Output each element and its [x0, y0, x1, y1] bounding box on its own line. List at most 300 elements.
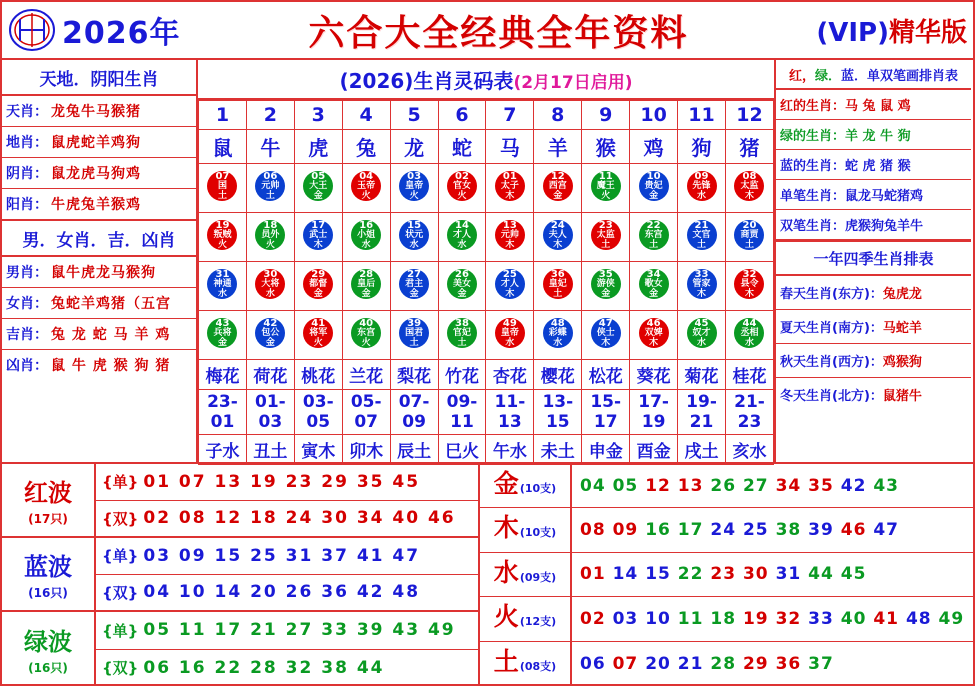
ball-number: 12: [550, 170, 565, 182]
zodiac-ball[interactable]: [207, 318, 237, 348]
ball-title: 员外: [261, 229, 280, 240]
zodiac-ball-cell[interactable]: [342, 262, 390, 311]
wave-odd-nums: 01 07 13 19 23 29 35 45: [143, 471, 421, 492]
ball-element: 土: [744, 239, 754, 250]
ball-number: 04: [359, 170, 374, 182]
element-number: 37: [808, 653, 834, 674]
element-row: [480, 553, 973, 597]
zodiac-ball[interactable]: [687, 220, 717, 250]
element-name: 土: [493, 646, 519, 676]
element-number: 28: [710, 653, 737, 674]
zodiac-ball-cell[interactable]: [246, 164, 294, 213]
element-row: [480, 464, 973, 508]
zodiac-row: [199, 435, 774, 465]
element-number: 15: [645, 564, 671, 585]
wave-count: (16只): [28, 661, 68, 675]
ball-number: 08: [742, 170, 757, 182]
zodiac-number: 6: [438, 101, 486, 130]
zodiac-ball-cell[interactable]: [390, 164, 438, 213]
element-number: 24: [710, 520, 737, 541]
ball-title: 皇帝: [500, 327, 519, 338]
zodiac-ball-cell[interactable]: [534, 311, 582, 360]
zodiac-ball[interactable]: [303, 318, 333, 348]
wave-even-line: [96, 575, 478, 611]
zodiac-name: 蛇: [438, 130, 486, 164]
zodiac-ball[interactable]: [255, 269, 285, 299]
zodiac-ball[interactable]: [734, 318, 764, 348]
zodiac-ball-cell[interactable]: [678, 213, 726, 262]
ball-element: 水: [697, 337, 707, 348]
left-row-value: 龙兔牛马猴猪: [51, 104, 141, 120]
ball-element: 火: [217, 239, 227, 250]
season-row: [776, 310, 971, 344]
zodiac-number: 8: [534, 101, 582, 130]
zodiac-number: 3: [294, 101, 342, 130]
element-number: 17: [677, 520, 704, 541]
zodiac-ball[interactable]: [734, 220, 764, 250]
ball-number: 15: [407, 219, 422, 231]
ball-title: 武士: [309, 229, 328, 240]
left-row-key: 吉肖：: [6, 327, 48, 343]
element-number: 05: [612, 475, 639, 496]
element-number: 04: [580, 475, 606, 496]
zodiac-ball[interactable]: [303, 220, 333, 250]
ball-element: 木: [744, 288, 754, 299]
zodiac-ball-cell[interactable]: [725, 311, 773, 360]
zodiac-ball-cell[interactable]: [246, 213, 294, 262]
zodiac-ball-cell[interactable]: [486, 213, 534, 262]
zodiac-ball-cell[interactable]: [582, 213, 630, 262]
zodiac-ball-cell[interactable]: [246, 262, 294, 311]
wave-numbers: [96, 612, 478, 686]
ball-element: 金: [409, 288, 419, 299]
ball-title: 才人: [452, 229, 471, 240]
element-number: 47: [873, 520, 900, 541]
zodiac-ball[interactable]: [207, 171, 237, 201]
wave-even-tag: {双}: [102, 583, 139, 602]
right-panel: [776, 60, 971, 462]
ball-number: 25: [502, 268, 517, 280]
zodiac-ball[interactable]: [687, 171, 717, 201]
zodiac-ball-cell[interactable]: [438, 213, 486, 262]
element-number: 08: [580, 520, 606, 541]
center-panel: [198, 60, 776, 462]
ball-title: 小姐: [357, 229, 376, 240]
ball-element: 金: [313, 190, 323, 201]
left-row-key: 女肖：: [6, 296, 48, 312]
zodiac-name: 虎: [294, 130, 342, 164]
element-number: 07: [612, 653, 639, 674]
zodiac-ball-cell[interactable]: [678, 164, 726, 213]
zodiac-ball-cell[interactable]: [294, 213, 342, 262]
ball-element: 土: [553, 288, 563, 299]
zodiac-ball-cell[interactable]: [246, 311, 294, 360]
zodiac-name: 兔: [342, 130, 390, 164]
ball-number: 21: [694, 219, 709, 231]
zodiac-ball[interactable]: [543, 318, 573, 348]
zodiac-ball-cell[interactable]: [534, 262, 582, 311]
zodiac-ball[interactable]: [303, 171, 333, 201]
ball-element: 土: [601, 239, 611, 250]
wave-table: [2, 464, 480, 686]
zodiac-number: 2: [246, 101, 294, 130]
ball-number: 27: [407, 268, 422, 280]
ball-title: 商贾: [740, 229, 759, 240]
zodiac-ball[interactable]: [591, 269, 621, 299]
ball-number: 17: [311, 219, 326, 231]
flower-name: 桃花: [294, 360, 342, 390]
element-number: 41: [873, 608, 900, 629]
ball-element: 金: [601, 288, 611, 299]
zodiac-ball[interactable]: [399, 318, 429, 348]
zodiac-ball-cell[interactable]: [486, 311, 534, 360]
element-number: 10: [645, 608, 671, 629]
ball-number: 16: [359, 219, 374, 231]
element-number: 36: [775, 653, 802, 674]
element-numbers: [572, 654, 973, 674]
hour-range: 15-17: [582, 390, 630, 435]
zodiac-ball-cell[interactable]: [678, 262, 726, 311]
zodiac-name: 猴: [582, 130, 630, 164]
zodiac-ball[interactable]: [351, 171, 381, 201]
ball-element: 水: [265, 288, 275, 299]
ball-element: 金: [457, 288, 467, 299]
flower-name: 兰花: [342, 360, 390, 390]
wave-name: 红波: [24, 479, 72, 507]
vip-suffix: 精华版: [888, 17, 967, 48]
left-row-key: 阴肖：: [6, 166, 48, 182]
zodiac-ball-cell[interactable]: [486, 262, 534, 311]
element-numbers: [572, 609, 973, 629]
zodiac-name: 羊: [534, 130, 582, 164]
left-row: [2, 288, 196, 319]
zodiac-ball-cell[interactable]: [725, 164, 773, 213]
ball-number: 35: [598, 268, 613, 280]
left-row: [2, 350, 196, 380]
ball-number: 22: [646, 219, 661, 231]
zodiac-ball-cell[interactable]: [630, 164, 678, 213]
zodiac-ball-cell[interactable]: [294, 164, 342, 213]
season-key: 夏天生肖(南方)：: [780, 321, 883, 336]
element-row: [480, 508, 973, 552]
zodiac-ball[interactable]: [639, 318, 669, 348]
wave-even-nums: 02 08 12 18 24 30 34 40 46: [143, 508, 456, 529]
ball-title: 彩蝶: [548, 327, 567, 338]
ball-number: 47: [598, 317, 613, 329]
wave-label: [2, 612, 96, 686]
zodiac-ball[interactable]: [207, 220, 237, 250]
bottom-panel: [2, 462, 973, 686]
wave-odd-tag: {单}: [102, 473, 139, 492]
wave-odd-tag: {单}: [102, 621, 139, 640]
zodiac-ball-cell[interactable]: [534, 213, 582, 262]
zodiac-ball[interactable]: [591, 220, 621, 250]
zodiac-ball-cell[interactable]: [294, 262, 342, 311]
zodiac-ball-cell[interactable]: [199, 311, 247, 360]
zodiac-ball[interactable]: [591, 318, 621, 348]
left-row-key: 天肖：: [6, 104, 48, 120]
vip-badge: [816, 12, 973, 49]
zodiac-ball-cell[interactable]: [342, 164, 390, 213]
ball-number: 29: [311, 268, 326, 280]
season-value: 马蛇羊: [882, 321, 922, 336]
zodiac-ball-cell[interactable]: [199, 213, 247, 262]
zodiac-ball[interactable]: [639, 220, 669, 250]
branch-element: 子水: [199, 435, 247, 465]
color-stroke-rows: [776, 90, 971, 240]
zodiac-ball[interactable]: [303, 269, 333, 299]
wave-numbers: [96, 464, 478, 536]
zodiac-ball[interactable]: [495, 318, 525, 348]
zodiac-ball[interactable]: [351, 269, 381, 299]
zodiac-number: 1: [199, 101, 247, 130]
ball-title: 歌女: [644, 278, 663, 289]
element-label: [480, 642, 572, 686]
color-stroke-row: 单笔生肖：鼠龙马蛇猪鸡: [776, 180, 971, 210]
ball-element: 水: [744, 337, 754, 348]
ball-number: 42: [263, 317, 278, 329]
zodiac-ball-cell[interactable]: [582, 164, 630, 213]
zodiac-ball-cell[interactable]: [342, 213, 390, 262]
ball-number: 49: [502, 317, 517, 329]
zodiac-ball[interactable]: [495, 171, 525, 201]
element-number: 29: [742, 653, 769, 674]
zodiac-ball[interactable]: [639, 171, 669, 201]
ball-number: 34: [646, 268, 661, 280]
ball-element: 木: [313, 239, 323, 250]
ball-title: 君主: [405, 278, 424, 289]
element-numbers: [572, 564, 973, 584]
ball-title: 国君: [405, 327, 424, 338]
zodiac-ball-cell[interactable]: [438, 164, 486, 213]
ball-number: 18: [263, 219, 278, 231]
ball-number: 30: [263, 268, 278, 280]
zodiac-ball-cell[interactable]: [582, 311, 630, 360]
element-label: [480, 553, 572, 596]
zodiac-ball-cell[interactable]: [438, 262, 486, 311]
zodiac-ball[interactable]: [591, 171, 621, 201]
element-number: 02: [580, 608, 606, 629]
zodiac-ball-cell[interactable]: [630, 311, 678, 360]
wave-label: [2, 538, 96, 610]
ball-title: 贵妃: [644, 180, 663, 191]
zodiac-ball-cell[interactable]: [390, 311, 438, 360]
ball-element: 火: [457, 190, 467, 201]
element-number: 45: [840, 564, 867, 585]
ball-title: 叛贼: [213, 229, 232, 240]
ball-number: 39: [407, 317, 422, 329]
left-row-key: 男肖：: [6, 265, 48, 281]
zodiac-row: [199, 262, 774, 311]
element-number: 20: [645, 653, 671, 674]
zodiac-ball-cell[interactable]: [294, 311, 342, 360]
zodiac-number: 10: [630, 101, 678, 130]
zodiac-ball-cell[interactable]: [342, 311, 390, 360]
flower-name: 樱花: [534, 360, 582, 390]
zodiac-name: 龙: [390, 130, 438, 164]
element-label: [480, 464, 572, 507]
zodiac-ball[interactable]: [543, 269, 573, 299]
zodiac-name: 鼠: [199, 130, 247, 164]
zodiac-ball-cell[interactable]: [678, 311, 726, 360]
ball-element: 金: [553, 190, 563, 201]
color-stroke-title: 红，绿．蓝．单双笔画排肖表: [776, 60, 971, 90]
lucky-code-title: [198, 60, 774, 100]
flower-name: 杏花: [486, 360, 534, 390]
ball-title: 双婢: [644, 327, 663, 338]
hour-range: 05-07: [342, 390, 390, 435]
ball-title: 魔王: [596, 180, 615, 191]
ball-number: 24: [550, 219, 565, 231]
zodiac-ball-cell[interactable]: [199, 262, 247, 311]
ball-element: 土: [649, 239, 659, 250]
zodiac-ball-cell[interactable]: [390, 213, 438, 262]
zodiac-ball[interactable]: [255, 220, 285, 250]
ball-number: 38: [455, 317, 469, 329]
hour-range: 21-23: [725, 390, 773, 435]
element-name: 木: [493, 513, 519, 543]
left-row: [2, 127, 196, 158]
left-row: [2, 189, 196, 219]
hour-range: 03-05: [294, 390, 342, 435]
branch-element: 卯木: [342, 435, 390, 465]
zodiac-ball-cell[interactable]: [486, 164, 534, 213]
element-number: 13: [677, 475, 704, 496]
ball-number: 45: [694, 317, 709, 329]
ball-number: 26: [455, 268, 469, 280]
element-number: 49: [938, 608, 965, 629]
ball-title: 游侠: [596, 278, 615, 289]
zodiac-ball[interactable]: [255, 171, 285, 201]
flower-name: 桂花: [725, 360, 773, 390]
zodiac-ball[interactable]: [255, 318, 285, 348]
zodiac-ball-cell[interactable]: [534, 164, 582, 213]
zodiac-ball[interactable]: [687, 269, 717, 299]
element-number: 03: [612, 608, 639, 629]
ball-number: 33: [694, 268, 709, 280]
left-row: [2, 257, 196, 288]
zodiac-ball[interactable]: [447, 171, 477, 201]
ball-element: 木: [697, 288, 707, 299]
header: [2, 2, 973, 60]
ball-number: 06: [263, 170, 278, 182]
zodiac-table: [198, 100, 774, 465]
zodiac-ball-cell[interactable]: [582, 262, 630, 311]
zodiac-ball-cell[interactable]: [199, 164, 247, 213]
wave-odd-line: [96, 538, 478, 575]
ball-number: 40: [359, 317, 374, 329]
ball-element: 木: [744, 190, 754, 201]
zodiac-ball[interactable]: [543, 171, 573, 201]
zodiac-ball[interactable]: [207, 269, 237, 299]
zodiac-ball-cell[interactable]: [630, 262, 678, 311]
ball-title: 官女: [452, 180, 471, 191]
zodiac-ball-cell[interactable]: [390, 262, 438, 311]
ball-title: 国: [217, 180, 227, 191]
ball-number: 09: [694, 170, 709, 182]
hour-range: 19-21: [678, 390, 726, 435]
ball-title: 官妃: [452, 327, 471, 338]
ball-element: 水: [697, 190, 707, 201]
element-number: 25: [742, 520, 769, 541]
zodiac-ball[interactable]: [734, 269, 764, 299]
ball-title: 大将: [261, 278, 280, 289]
zodiac-ball-cell[interactable]: [438, 311, 486, 360]
ball-element: 水: [409, 239, 419, 250]
zodiac-ball[interactable]: [639, 269, 669, 299]
element-number: 40: [840, 608, 867, 629]
left-row-value: 牛虎兔羊猴鸡: [51, 197, 141, 213]
wave-name: 蓝波: [24, 553, 72, 581]
zodiac-ball[interactable]: [687, 318, 717, 348]
ball-number: 10: [646, 170, 661, 182]
zodiac-row: [199, 164, 774, 213]
zodiac-ball[interactable]: [399, 220, 429, 250]
zodiac-ball[interactable]: [351, 318, 381, 348]
ball-title: 侠士: [596, 327, 615, 338]
wave-row: [2, 538, 478, 612]
wave-numbers: [96, 538, 478, 610]
zodiac-ball[interactable]: [495, 220, 525, 250]
wave-name: 绿波: [24, 628, 72, 656]
season-rows: [776, 276, 971, 411]
zodiac-ball[interactable]: [351, 220, 381, 250]
zodiac-ball[interactable]: [399, 269, 429, 299]
element-number: 44: [808, 564, 834, 585]
hour-range: 13-15: [534, 390, 582, 435]
ball-title: 太监: [740, 180, 759, 191]
season-value: 鸡猴狗: [882, 355, 922, 370]
ball-number: 44: [742, 317, 757, 329]
ball-title: 文官: [692, 229, 711, 240]
element-number: 12: [645, 475, 671, 496]
zodiac-ball[interactable]: [447, 269, 477, 299]
zodiac-ball[interactable]: [399, 171, 429, 201]
zodiac-name: 鸡: [630, 130, 678, 164]
branch-element: 寅木: [294, 435, 342, 465]
zodiac-ball-cell[interactable]: [630, 213, 678, 262]
zodiac-ball-cell[interactable]: [725, 213, 773, 262]
flower-name: 梨花: [390, 360, 438, 390]
ball-title: 先锋: [692, 180, 711, 191]
left-row-value: 鼠虎蛇羊鸡狗: [51, 135, 141, 151]
branch-element: 申金: [582, 435, 630, 465]
ball-title: 太子: [500, 180, 519, 191]
zodiac-ball[interactable]: [447, 318, 477, 348]
left-row-value: 鼠 牛 虎 猴 狗 猪: [51, 358, 171, 374]
zodiac-ball[interactable]: [543, 220, 573, 250]
branch-element: 未土: [534, 435, 582, 465]
left-rows-group2: [2, 257, 196, 380]
ball-title: 东宫: [357, 327, 376, 338]
ball-element: 金: [217, 337, 227, 348]
zodiac-ball-cell[interactable]: [725, 262, 773, 311]
ball-number: 19: [215, 219, 230, 231]
zodiac-ball[interactable]: [447, 220, 477, 250]
zodiac-ball[interactable]: [495, 269, 525, 299]
hour-range: 11-13: [486, 390, 534, 435]
ball-number: 07: [215, 170, 230, 182]
flower-name: 竹花: [438, 360, 486, 390]
hour-range: 07-09: [390, 390, 438, 435]
ball-number: 05: [311, 170, 326, 182]
element-number: 33: [808, 608, 834, 629]
ball-element: 水: [217, 288, 227, 299]
zodiac-ball[interactable]: [734, 171, 764, 201]
element-number: 21: [677, 653, 704, 674]
ball-number: 03: [407, 170, 422, 182]
ball-element: 金: [649, 190, 659, 201]
